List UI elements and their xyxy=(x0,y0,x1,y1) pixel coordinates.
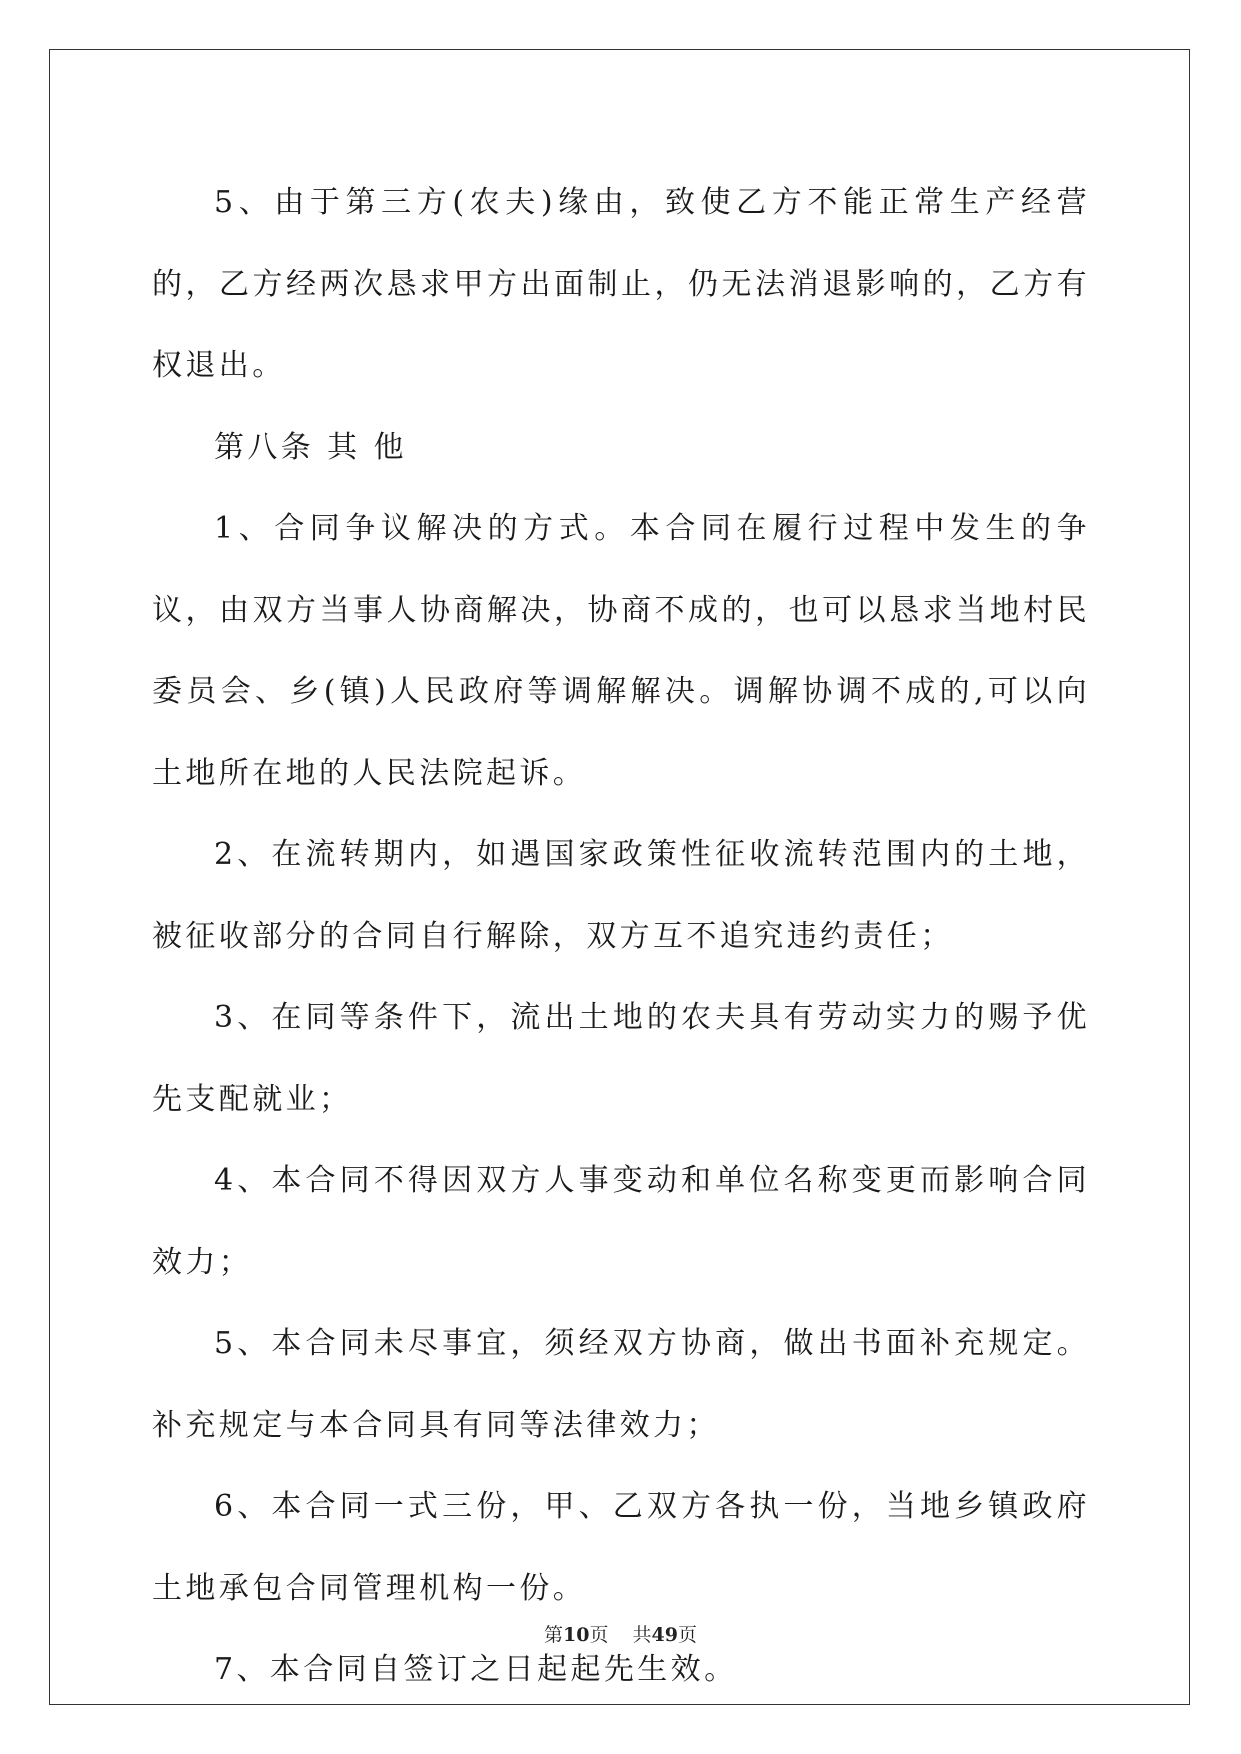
page-suffix: 页 xyxy=(589,1624,609,1646)
article-heading-other: 第八条 其 他 xyxy=(214,429,407,465)
paragraph-employment-priority: 3、在同等条件下，流出土地的农夫具有劳动实力的赐予优先支配就业； xyxy=(152,1000,1090,1117)
paragraph-dispute-resolution: 1、合同争议解决的方式。本合同在履行过程中发生的争议，由双方当事人协商解决，协商不成的，也可以恳求当地村民委员会、乡(镇)人民政府等调解解决。调解协调不成的,可以向土地所在地的人民法院起诉。 xyxy=(152,511,1090,791)
page-number: 10 xyxy=(563,1624,590,1646)
paragraph-effective-date: 7、本合同自签订之日起起先生效。 xyxy=(214,1652,738,1687)
paragraph-supplementary-provisions: 5、本合同未尽事宜，须经双方协商，做出书面补充规定。补充规定与本合同具有同等法律效力； xyxy=(152,1326,1090,1443)
paragraph-contract-validity: 4、本合同不得因双方人事变动和单位名称变更而影响合同效力； xyxy=(152,1163,1090,1280)
total-pages: 49 xyxy=(651,1624,678,1646)
page-prefix: 第 xyxy=(544,1624,564,1646)
paragraph-copies: 6、本合同一式三份，甲、乙双方各执一份，当地乡镇政府土地承包合同管理机构一份。 xyxy=(152,1489,1090,1606)
total-prefix: 共 xyxy=(632,1624,652,1646)
paragraph-land-expropriation: 2、在流转期内，如遇国家政策性征收流转范围内的土地，被征收部分的合同自行解除，双方互不追究违约责任； xyxy=(152,837,1090,954)
document-body xyxy=(152,162,1090,1711)
paragraph-clause-5-exit-right: 5、由于第三方(农夫)缘由，致使乙方不能正常生产经营的，乙方经两次恳求甲方出面制止，仍无法消退影响的，乙方有权退出。 xyxy=(152,185,1090,383)
page-footer xyxy=(0,1620,1241,1647)
total-suffix: 页 xyxy=(677,1624,697,1646)
